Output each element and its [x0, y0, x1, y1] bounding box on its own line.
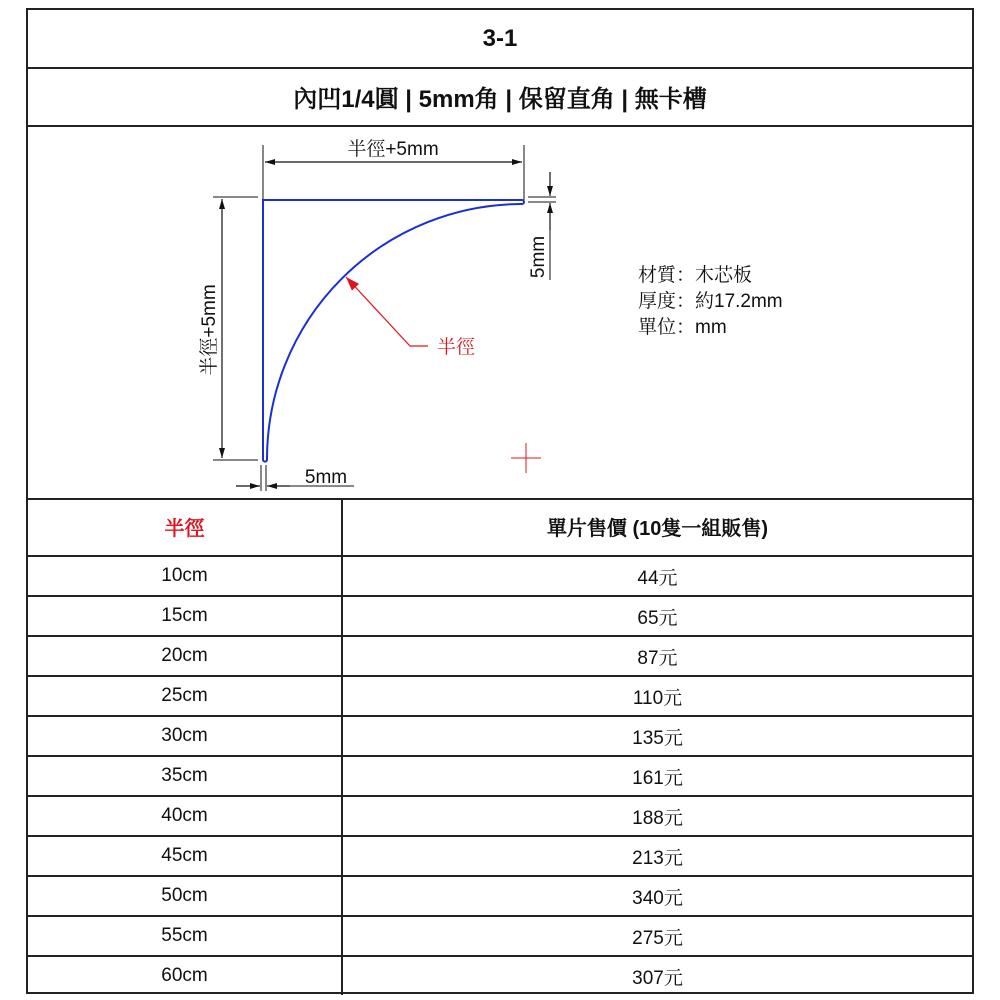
quarter-round-profile — [263, 200, 524, 462]
center-mark — [511, 443, 541, 473]
table-row — [28, 596, 972, 636]
cell-radius: 35cm — [28, 756, 342, 796]
product-code: 3-1 — [28, 10, 972, 69]
table-row — [28, 676, 972, 716]
cell-price: 65元 — [342, 596, 972, 636]
table-row — [28, 756, 972, 796]
cell-price: 161元 — [342, 756, 972, 796]
spec-thickness: 厚度：約17.2mm — [638, 291, 783, 312]
spec-material: 材質：木芯板 — [638, 265, 753, 286]
radius-label: 半徑 — [436, 337, 476, 358]
cell-radius: 20cm — [28, 636, 342, 676]
cell-price: 135元 — [342, 716, 972, 756]
table-row — [28, 916, 972, 956]
header-price: 單片售價 (10隻一組販售) — [342, 498, 972, 556]
cell-radius: 50cm — [28, 876, 342, 916]
top-dimension-label: 半徑+5mm — [347, 139, 439, 160]
cell-radius: 15cm — [28, 596, 342, 636]
radius-callout — [346, 277, 428, 346]
cell-price: 275元 — [342, 916, 972, 956]
table-row — [28, 556, 972, 596]
cell-price: 213元 — [342, 836, 972, 876]
cell-radius: 10cm — [28, 556, 342, 596]
spec-unit: 單位：mm — [638, 317, 727, 338]
left-dimension-label: 半徑+5mm — [199, 284, 220, 376]
cell-radius: 45cm — [28, 836, 342, 876]
cell-price: 110元 — [342, 676, 972, 716]
cell-price: 307元 — [342, 956, 972, 995]
profile-drawing — [28, 125, 972, 498]
price-table-header — [28, 498, 972, 556]
table-row — [28, 796, 972, 836]
table-row — [28, 876, 972, 916]
cell-radius: 40cm — [28, 796, 342, 836]
table-row — [28, 956, 972, 995]
cell-price: 340元 — [342, 876, 972, 916]
bottom-dimension-label: 5mm — [304, 467, 348, 488]
cell-radius: 25cm — [28, 676, 342, 716]
table-row — [28, 716, 972, 756]
dimension-diagram — [28, 125, 972, 500]
right-dimension-label: 5mm — [528, 235, 549, 279]
material-specs — [638, 263, 783, 341]
cell-price: 87元 — [342, 636, 972, 676]
header-radius: 半徑 — [28, 498, 342, 556]
cell-price: 44元 — [342, 556, 972, 596]
cell-radius: 30cm — [28, 716, 342, 756]
cell-radius: 55cm — [28, 916, 342, 956]
table-row — [28, 636, 972, 676]
cell-radius: 60cm — [28, 956, 342, 995]
product-title: 內凹1/4圓 | 5mm角 | 保留直角 | 無卡槽 — [28, 67, 972, 127]
cell-price: 188元 — [342, 796, 972, 836]
table-row — [28, 836, 972, 876]
price-table — [28, 498, 972, 995]
product-sheet — [26, 8, 974, 994]
